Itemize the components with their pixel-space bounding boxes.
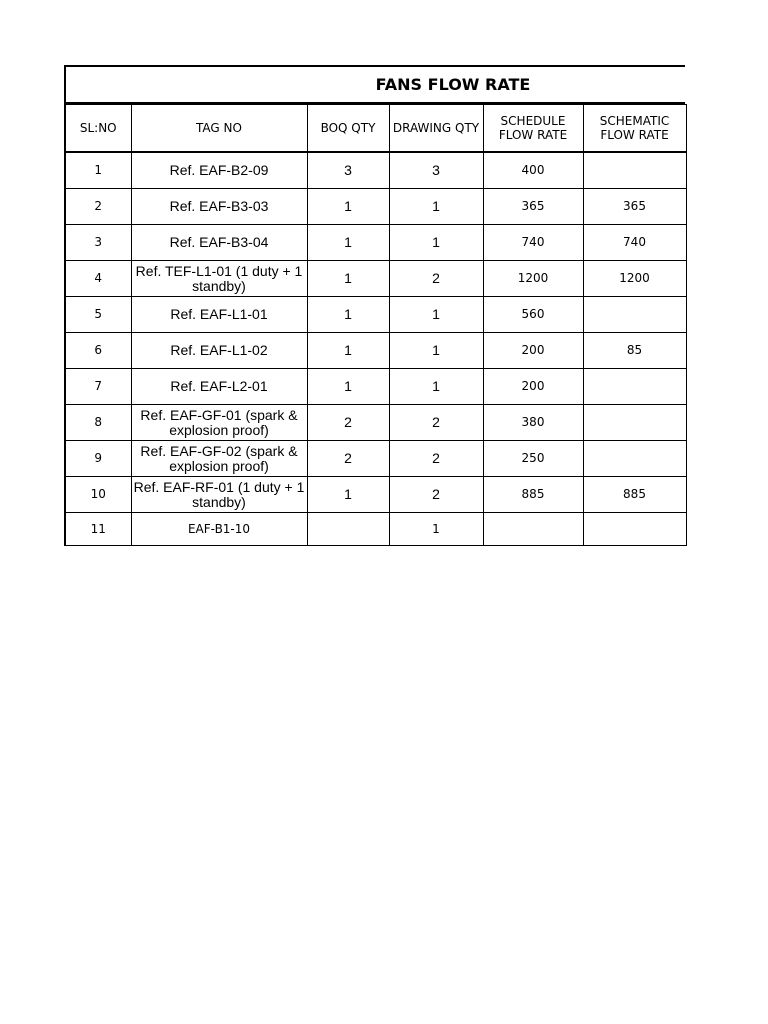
header-tag-no[interactable]: TAG NO bbox=[131, 105, 307, 153]
cell-boq-qty[interactable] bbox=[307, 513, 389, 546]
cell-tag-no[interactable]: Ref. EAF-GF-02 (spark & explosion proof) bbox=[131, 441, 307, 477]
table-row bbox=[65, 477, 686, 513]
cell-tag-no[interactable]: Ref. EAF-L2-01 bbox=[131, 369, 307, 405]
cell-tag-no[interactable]: Ref. EAF-L1-01 bbox=[131, 297, 307, 333]
cell-tag-no[interactable]: Ref. EAF-B2-09 bbox=[131, 152, 307, 189]
cell-schedule-flow-rate[interactable]: 1200 bbox=[483, 261, 583, 297]
table-row bbox=[65, 513, 686, 546]
cell-sl-no[interactable]: 10 bbox=[65, 477, 131, 513]
cell-schematic-flow-rate[interactable]: 885 bbox=[583, 477, 686, 513]
cell-schematic-flow-rate[interactable] bbox=[583, 405, 686, 441]
header-boq-qty[interactable]: BOQ QTY bbox=[307, 105, 389, 153]
cell-boq-qty[interactable]: 1 bbox=[307, 261, 389, 297]
table-row bbox=[65, 152, 686, 189]
cell-sl-no[interactable]: 2 bbox=[65, 189, 131, 225]
table-row bbox=[65, 369, 686, 405]
cell-schematic-flow-rate[interactable] bbox=[583, 369, 686, 405]
table-row bbox=[65, 225, 686, 261]
table-title: FANS FLOW RATE bbox=[375, 75, 531, 94]
header-schedule-flow-rate[interactable]: SCHEDULE FLOW RATE bbox=[483, 105, 583, 153]
cell-schedule-flow-rate[interactable]: 400 bbox=[483, 152, 583, 189]
cell-boq-qty[interactable]: 1 bbox=[307, 477, 389, 513]
cell-sl-no[interactable]: 3 bbox=[65, 225, 131, 261]
cell-drawing-qty[interactable]: 2 bbox=[389, 441, 483, 477]
table-row bbox=[65, 297, 686, 333]
cell-drawing-qty[interactable]: 1 bbox=[389, 297, 483, 333]
cell-schematic-flow-rate[interactable] bbox=[583, 297, 686, 333]
cell-schematic-flow-rate[interactable]: 365 bbox=[583, 189, 686, 225]
cell-boq-qty[interactable]: 3 bbox=[307, 152, 389, 189]
cell-schedule-flow-rate[interactable] bbox=[483, 513, 583, 546]
cell-tag-no[interactable]: Ref. EAF-RF-01 (1 duty + 1 standby) bbox=[131, 477, 307, 513]
cell-schematic-flow-rate[interactable] bbox=[583, 513, 686, 546]
cell-tag-no[interactable]: Ref. EAF-L1-02 bbox=[131, 333, 307, 369]
cell-schedule-flow-rate[interactable]: 740 bbox=[483, 225, 583, 261]
cell-tag-no[interactable]: Ref. EAF-GF-01 (spark & explosion proof) bbox=[131, 405, 307, 441]
cell-tag-no[interactable]: Ref. EAF-B3-03 bbox=[131, 189, 307, 225]
cell-schedule-flow-rate[interactable]: 380 bbox=[483, 405, 583, 441]
cell-boq-qty[interactable]: 1 bbox=[307, 369, 389, 405]
cell-boq-qty[interactable]: 1 bbox=[307, 189, 389, 225]
cell-boq-qty[interactable]: 1 bbox=[307, 333, 389, 369]
cell-schedule-flow-rate[interactable]: 250 bbox=[483, 441, 583, 477]
cell-drawing-qty[interactable]: 2 bbox=[389, 261, 483, 297]
cell-tag-no[interactable]: Ref. TEF-L1-01 (1 duty + 1 standby) bbox=[131, 261, 307, 297]
cell-boq-qty[interactable]: 1 bbox=[307, 297, 389, 333]
cell-boq-qty[interactable]: 2 bbox=[307, 441, 389, 477]
cell-sl-no[interactable]: 11 bbox=[65, 513, 131, 546]
cell-sl-no[interactable]: 9 bbox=[65, 441, 131, 477]
cell-schedule-flow-rate[interactable]: 560 bbox=[483, 297, 583, 333]
cell-schematic-flow-rate[interactable]: 85 bbox=[583, 333, 686, 369]
cell-drawing-qty[interactable]: 3 bbox=[389, 152, 483, 189]
cell-schedule-flow-rate[interactable]: 885 bbox=[483, 477, 583, 513]
cell-sl-no[interactable]: 5 bbox=[65, 297, 131, 333]
spreadsheet-table bbox=[64, 65, 685, 546]
cell-schematic-flow-rate[interactable] bbox=[583, 441, 686, 477]
cell-schedule-flow-rate[interactable]: 200 bbox=[483, 333, 583, 369]
header-drawing-qty[interactable]: DRAWING QTY bbox=[389, 105, 483, 153]
flow-rate-table bbox=[64, 104, 687, 546]
cell-sl-no[interactable]: 8 bbox=[65, 405, 131, 441]
cell-drawing-qty[interactable]: 2 bbox=[389, 405, 483, 441]
cell-drawing-qty[interactable]: 1 bbox=[389, 513, 483, 546]
table-row bbox=[65, 189, 686, 225]
cell-sl-no[interactable]: 4 bbox=[65, 261, 131, 297]
cell-tag-no[interactable]: Ref. EAF-B3-04 bbox=[131, 225, 307, 261]
cell-schedule-flow-rate[interactable]: 365 bbox=[483, 189, 583, 225]
header-schematic-flow-rate[interactable]: SCHEMATIC FLOW RATE bbox=[583, 105, 686, 153]
cell-schematic-flow-rate[interactable] bbox=[583, 152, 686, 189]
cell-sl-no[interactable]: 1 bbox=[65, 152, 131, 189]
table-row bbox=[65, 441, 686, 477]
cell-sl-no[interactable]: 7 bbox=[65, 369, 131, 405]
cell-boq-qty[interactable]: 2 bbox=[307, 405, 389, 441]
cell-tag-no[interactable]: EAF-B1-10 bbox=[131, 513, 307, 546]
table-row bbox=[65, 261, 686, 297]
cell-drawing-qty[interactable]: 2 bbox=[389, 477, 483, 513]
cell-boq-qty[interactable]: 1 bbox=[307, 225, 389, 261]
cell-schematic-flow-rate[interactable]: 740 bbox=[583, 225, 686, 261]
cell-drawing-qty[interactable]: 1 bbox=[389, 333, 483, 369]
table-row bbox=[65, 405, 686, 441]
cell-drawing-qty[interactable]: 1 bbox=[389, 369, 483, 405]
header-sl-no[interactable]: SL:NO bbox=[65, 105, 131, 153]
cell-schedule-flow-rate[interactable]: 200 bbox=[483, 369, 583, 405]
cell-sl-no[interactable]: 6 bbox=[65, 333, 131, 369]
cell-schematic-flow-rate[interactable]: 1200 bbox=[583, 261, 686, 297]
header-row bbox=[65, 105, 686, 153]
cell-drawing-qty[interactable]: 1 bbox=[389, 189, 483, 225]
cell-drawing-qty[interactable]: 1 bbox=[389, 225, 483, 261]
table-row bbox=[65, 333, 686, 369]
title-bar bbox=[64, 65, 685, 104]
